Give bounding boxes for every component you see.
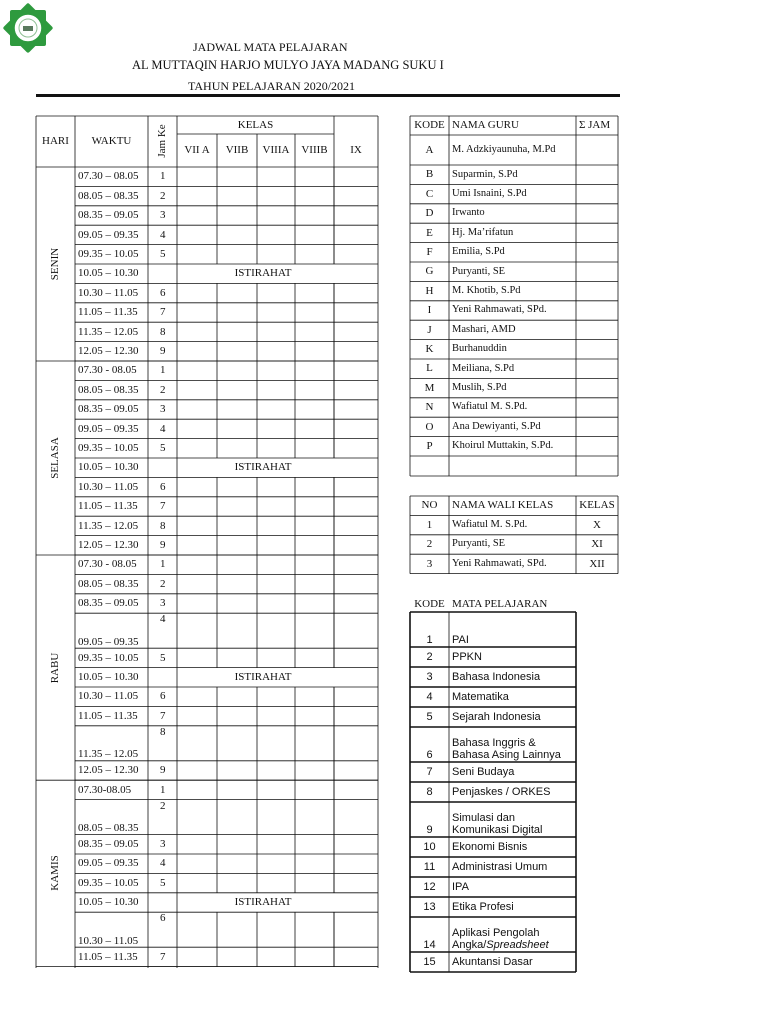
header-kelas-wali: KELAS — [579, 499, 615, 512]
teacher-name: Emilia, S.Pd — [452, 246, 505, 258]
period-number: 3 — [160, 837, 166, 850]
document-title: JADWAL MATA PELAJARAN — [193, 40, 348, 54]
time-slot: 09.05 – 09.35 — [78, 635, 139, 648]
subject-code: 4 — [426, 690, 433, 703]
class-column-header: VII A — [184, 144, 210, 157]
wali-name: Puryanti, SE — [452, 538, 506, 550]
period-number: 8 — [160, 725, 166, 738]
teacher-code: G — [425, 265, 434, 278]
day-label: KAMIS — [49, 855, 61, 892]
time-slot: 08.05 – 08.35 — [78, 577, 139, 590]
period-number: 5 — [160, 651, 166, 664]
period-number: 4 — [160, 857, 166, 870]
teacher-code: I — [427, 304, 432, 317]
subject-code: 12 — [423, 880, 436, 893]
teacher-code: M — [424, 381, 435, 394]
header-jam-ke: Jam Ke — [156, 124, 168, 158]
time-slot: 07.30 - 08.05 — [78, 558, 137, 571]
wali-no: 1 — [426, 518, 433, 531]
teacher-code: E — [426, 226, 433, 239]
teacher-name: M. Adzkiyaunuha, M.Pd — [452, 143, 556, 155]
subject-code: 6 — [426, 749, 433, 762]
header-waktu: WAKTU — [91, 135, 132, 148]
period-number: 1 — [160, 170, 166, 183]
subject-name: Bahasa Inggris & Bahasa Asing Lainnya — [452, 736, 561, 762]
time-slot: 11.35 – 12.05 — [78, 325, 139, 338]
time-slot: 07.30-08.05 — [78, 783, 132, 796]
header-sum-jam: Σ JAM — [579, 119, 611, 132]
time-slot: 10.05 – 10.30 — [78, 267, 139, 280]
break-label: ISTIRAHAT — [234, 670, 292, 683]
teacher-code: J — [427, 323, 432, 336]
teacher-name: Mashari, AMD — [452, 323, 516, 335]
period-number: 4 — [160, 228, 166, 241]
subject-code: 15 — [423, 955, 436, 968]
wali-class: XII — [589, 557, 605, 570]
period-number: 3 — [160, 597, 166, 610]
subject-name: Etika Profesi — [452, 900, 514, 913]
subject-code: 8 — [426, 785, 433, 798]
period-number: 4 — [160, 613, 166, 626]
teacher-name: Meiliana, S.Pd — [452, 362, 515, 374]
wali-class: XI — [591, 538, 603, 551]
time-slot: 09.05 – 09.35 — [78, 857, 139, 870]
class-column-header: IX — [350, 144, 362, 157]
teacher-name: Khoirul Muttakin, S.Pd. — [452, 440, 554, 452]
subject-code: 11 — [423, 860, 436, 873]
time-slot: 07.30 – 08.05 — [78, 170, 139, 183]
day-label: SELASA — [49, 437, 61, 479]
teacher-code: P — [426, 439, 433, 452]
time-slot: 12.05 – 12.30 — [78, 764, 139, 777]
subject-name: Sejarah Indonesia — [452, 710, 541, 723]
subject-name: PPKN — [452, 650, 482, 663]
teacher-code: F — [426, 245, 433, 258]
wali-no: 3 — [426, 557, 433, 570]
subject-name: Bahasa Indonesia — [452, 670, 541, 683]
time-slot: 08.05 – 08.35 — [78, 383, 139, 396]
teacher-code: N — [425, 401, 434, 414]
period-number: 5 — [160, 876, 166, 889]
time-slot: 09.35 – 10.05 — [78, 651, 139, 664]
time-slot: 09.05 – 09.35 — [78, 422, 139, 435]
subject-code: 5 — [426, 710, 433, 723]
class-column-header: VIIIB — [301, 144, 328, 157]
time-slot: 08.35 – 09.05 — [78, 403, 139, 416]
teacher-name: Puryanti, SE — [452, 265, 506, 277]
period-number: 7 — [160, 500, 166, 513]
teacher-name: Ana Dewiyanti, S.Pd — [452, 420, 541, 432]
day-label: SENIN — [49, 247, 61, 281]
subject-name: Ekonomi Bisnis — [452, 840, 528, 853]
time-slot: 08.05 – 08.35 — [78, 821, 139, 834]
period-number: 2 — [160, 383, 166, 396]
time-slot: 07.30 - 08.05 — [78, 364, 137, 377]
teacher-name: Burhanuddin — [452, 343, 507, 355]
subject-name: IPA — [452, 880, 469, 893]
teacher-code: B — [425, 168, 434, 181]
time-slot: 09.35 – 10.05 — [78, 876, 139, 889]
teacher-name: Hj. Ma’rifatun — [452, 226, 514, 238]
teacher-code: C — [425, 187, 434, 200]
period-number: 6 — [160, 912, 166, 925]
subject-code: 9 — [426, 824, 433, 837]
period-number: 8 — [160, 325, 166, 338]
academic-year: TAHUN PELAJARAN 2020/2021 — [188, 79, 356, 93]
wali-no: 2 — [426, 538, 433, 551]
period-number: 9 — [160, 344, 166, 357]
time-slot: 10.05 – 10.30 — [78, 896, 139, 909]
teacher-name: Suparmin, S.Pd — [452, 168, 518, 180]
class-column-header: VIIIA — [262, 144, 290, 157]
header-kode: KODE — [414, 119, 445, 132]
time-slot: 10.30 – 11.05 — [78, 286, 139, 299]
teacher-code: L — [426, 362, 433, 375]
header-kode-mapel: KODE — [414, 597, 445, 610]
class-column-header: VIIB — [225, 144, 249, 157]
period-number: 3 — [160, 403, 166, 416]
period-number: 4 — [160, 422, 166, 435]
wali-name: Wafiatul M. S.Pd. — [452, 519, 528, 531]
period-number: 1 — [160, 364, 166, 377]
time-slot: 11.35 – 12.05 — [78, 748, 139, 761]
time-slot: 12.05 – 12.30 — [78, 538, 139, 551]
time-slot: 12.05 – 12.30 — [78, 344, 139, 357]
period-number: 1 — [160, 558, 166, 571]
time-slot: 11.05 – 11.35 — [78, 709, 138, 722]
subject-code: 2 — [426, 650, 433, 663]
period-number: 3 — [160, 209, 166, 222]
wali-name: Yeni Rahmawati, SPd. — [452, 557, 547, 569]
wali-class: X — [593, 518, 601, 531]
subject-code: 10 — [423, 840, 436, 853]
subject-code: 7 — [426, 765, 433, 778]
time-slot: 09.35 – 10.05 — [78, 247, 139, 260]
time-slot: 11.35 – 12.05 — [78, 519, 139, 532]
period-number: 6 — [160, 690, 166, 703]
time-slot: 11.05 – 11.35 — [78, 500, 138, 513]
subject-name: Seni Budaya — [452, 765, 515, 778]
teacher-name: Yeni Rahmawati, SPd. — [452, 304, 547, 316]
time-slot: 10.05 – 10.30 — [78, 670, 139, 683]
time-slot: 10.30 – 11.05 — [78, 690, 139, 703]
subject-code: 14 — [423, 939, 436, 952]
subject-code: 1 — [426, 634, 433, 647]
time-slot: 08.05 – 08.35 — [78, 189, 139, 202]
subject-name: Administrasi Umum — [452, 860, 548, 873]
period-number: 1 — [160, 783, 166, 796]
teacher-code: H — [425, 284, 434, 297]
subject-name: PAI — [452, 634, 469, 647]
break-label: ISTIRAHAT — [234, 461, 292, 474]
period-number: 2 — [160, 577, 166, 590]
time-slot: 08.35 – 09.05 — [78, 597, 139, 610]
school-name: AL MUTTAQIN HARJO MULYO JAYA MADANG SUKU I — [132, 58, 444, 72]
teacher-name: Irwanto — [452, 207, 485, 219]
period-number: 5 — [160, 247, 166, 260]
header-mata-pelajaran: MATA PELAJARAN — [452, 597, 548, 610]
period-number: 2 — [160, 799, 166, 812]
time-slot: 10.30 – 11.05 — [78, 480, 139, 493]
teacher-code: O — [425, 420, 434, 433]
period-number: 7 — [160, 709, 166, 722]
teacher-code: D — [425, 207, 434, 220]
teacher-name: Muslih, S.Pd — [452, 382, 507, 394]
subject-name: Aplikasi Pengolah Angka/Spreadsheet — [452, 926, 549, 952]
subject-name: Matematika — [452, 690, 509, 703]
day-label: RABU — [49, 652, 61, 683]
teacher-code: K — [425, 342, 434, 355]
period-number: 6 — [160, 480, 166, 493]
period-number: 9 — [160, 764, 166, 777]
header-wali-kelas: NAMA WALI KELAS — [452, 499, 554, 512]
header-no: NO — [421, 499, 438, 512]
period-number: 5 — [160, 441, 166, 454]
header-hari: HARI — [42, 135, 69, 148]
teacher-name: M. Khotib, S.Pd — [452, 285, 521, 297]
subject-code: 3 — [426, 670, 433, 683]
teacher-name: Umi Isnaini, S.Pd — [452, 188, 527, 200]
period-number: 7 — [160, 306, 166, 319]
header-kelas: KELAS — [237, 118, 274, 131]
time-slot: 10.30 – 11.05 — [78, 934, 139, 947]
subject-name: Simulasi dan Komunikasi Digital — [452, 811, 543, 837]
time-slot: 11.05 – 11.35 — [78, 306, 138, 319]
teacher-name: Wafiatul M. S.Pd. — [452, 401, 528, 413]
teacher-code: A — [425, 143, 434, 156]
subject-name: Akuntansi Dasar — [452, 955, 533, 968]
time-slot: 10.05 – 10.30 — [78, 461, 139, 474]
period-number: 7 — [160, 950, 166, 963]
time-slot: 08.35 – 09.05 — [78, 837, 139, 850]
subject-code: 13 — [423, 900, 436, 913]
time-slot: 08.35 – 09.05 — [78, 209, 139, 222]
break-label: ISTIRAHAT — [234, 267, 292, 280]
subject-name: Penjaskes / ORKES — [452, 785, 551, 798]
time-slot: 11.05 – 11.35 — [78, 950, 138, 963]
period-number: 6 — [160, 286, 166, 299]
break-label: ISTIRAHAT — [234, 896, 292, 909]
period-number: 9 — [160, 538, 166, 551]
time-slot: 09.35 – 10.05 — [78, 441, 139, 454]
header-nama-guru: NAMA GURU — [452, 119, 519, 132]
period-number: 2 — [160, 189, 166, 202]
time-slot: 09.05 – 09.35 — [78, 228, 139, 241]
period-number: 8 — [160, 519, 166, 532]
